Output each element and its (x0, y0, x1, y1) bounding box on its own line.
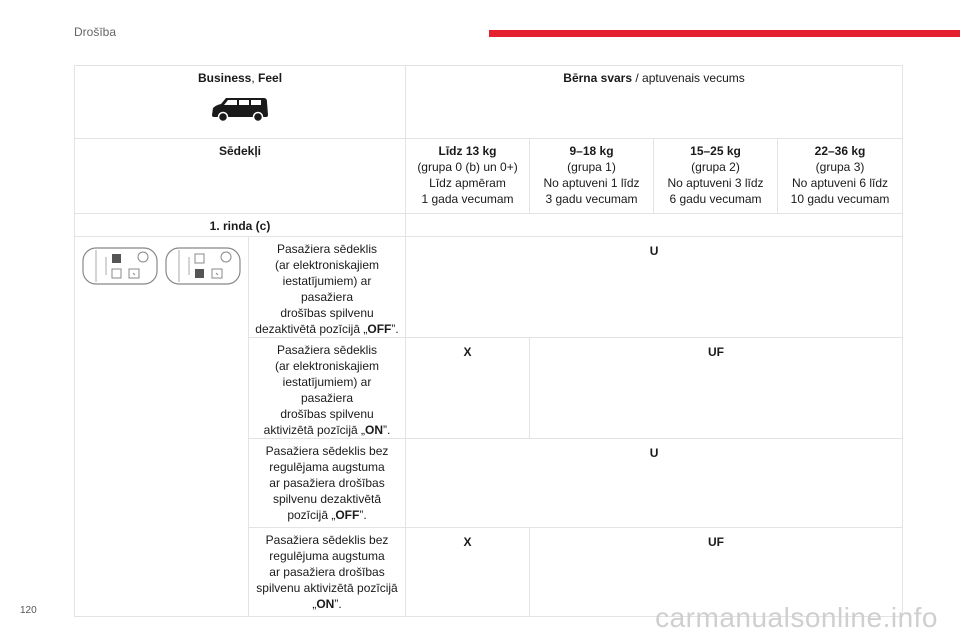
seat-description: Pasažiera sēdeklis bez regulējama augstuma ar pasažiera drošības spilvenu dezaktivētā pozīcijā „OFF”. (249, 439, 406, 528)
row-value: U (406, 439, 903, 528)
page-number: 120 (20, 605, 37, 616)
weight-header-cell: Bērna svars / aptuvenais vecums (406, 66, 903, 139)
model-label-2: Feel (258, 71, 283, 85)
seat-description: Pasažiera sēdeklis bez regulējuma augstuma ar pasažiera drošības spilvenu aktivizētā pozīcijā „ON”. (249, 528, 406, 617)
row-value: U (406, 237, 903, 338)
group-1-cell: 9–18 kg (grupa 1) No aptuveni 1 līdz 3 gadu vecumam (530, 139, 654, 214)
group-2-cell: 15–25 kg (grupa 2) No aptuveni 3 līdz 6 gadu vecumam (654, 139, 778, 214)
van-side-icon (81, 96, 399, 126)
seats-label: Sēdekļi (75, 139, 406, 214)
group-3-cell: 22–36 kg (grupa 3) No aptuveni 6 līdz 10 gadu vecumam (778, 139, 903, 214)
row-1-label: 1. rinda (c) (75, 214, 406, 237)
model-label: Business (197, 71, 252, 85)
row-value-groups-1-3: UF (530, 338, 903, 439)
row-value-group-0: X (406, 528, 530, 617)
group-0-cell: Līdz 13 kg (grupa 0 (b) un 0+) Līdz apmēram 1 gada vecumam (406, 139, 530, 214)
header-accent-bar (489, 30, 960, 37)
watermark: carmanualsonline.info (655, 602, 938, 633)
row-1-header (75, 214, 903, 237)
row-value-group-0: X (406, 338, 530, 439)
groups-row (75, 139, 903, 214)
model-cell: Business, Feel (75, 66, 406, 139)
seat-description: Pasažiera sēdeklis (ar elektroniskajiem iestatījumiem) ar pasažiera drošības spilvenu dezaktivētā pozīcijā „OFF”. (249, 237, 406, 338)
row-value-groups-1-3: UF (530, 528, 903, 617)
table-header-row (75, 66, 903, 139)
front-row-seat-diagram-icon (75, 237, 249, 617)
table-row (75, 237, 903, 338)
seat-description: Pasažiera sēdeklis (ar elektroniskajiem iestatījumiem) ar pasažiera drošības spilvenu aktivizētā pozīcijā „ON”. (249, 338, 406, 439)
section-title: Drošība (74, 25, 117, 39)
child-seat-table (74, 65, 903, 617)
